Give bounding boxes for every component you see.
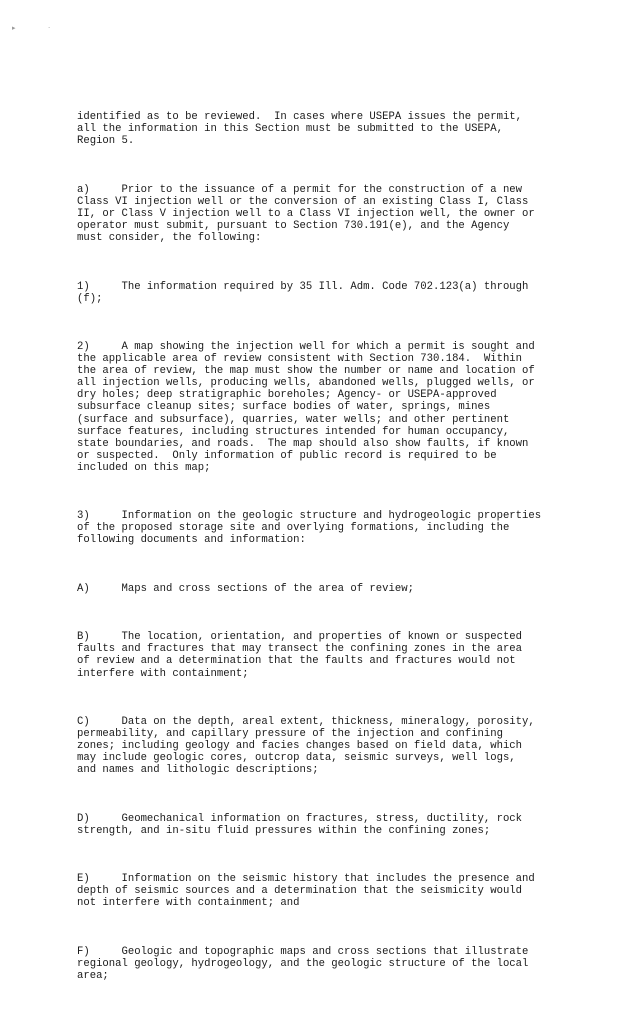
paragraph-1: 1) The information required by 35 Ill. Adm. Code 702.123(a) through (f); [77,280,529,305]
paragraph-C: C) Data on the depth, areal extent, thickness, mineralogy, porosity, permeability, and capillary pressure of the injection and confining zones; including geology and facies changes based on field data, which may include geologic cores, outcrop data, seismic surveys, well logs, and names and lithologic descriptions; [77,715,535,777]
paragraph-D: D) Geomechanical information on fractures, stress, ductility, rock strength, and in-situ fluid pressures within the confining zones; [77,812,523,837]
scan-mark: ▸ [12,24,16,32]
paragraph-F: F) Geologic and topographic maps and cross sections that illustrate regional geology, hydrogeology, and the geologic structure of the local area; [77,945,529,982]
paragraph-E: E) Information on the seismic history that includes the presence and depth of seismic sources and a determination that the seismicity would not interfere with containment; and [77,873,535,910]
paragraph-B: B) The location, orientation, and properties of known or suspected faults and fractures that may transect the confining zones in the area of review and a determination that the faults and fractures would not interfere with containment; [77,631,523,680]
scan-mark: · [48,24,51,32]
document-body [77,87,547,1018]
paragraph-2: 2) A map showing the injection well for which a permit is sought and the applicable area of review consistent with Section 730.184. Within the area of review, the map must show the number or name and location of all injection wells, producing wells, abandoned wells, plugged wells, or dry holes; deep stratigraphic boreholes; Agency- or USEPA-approved subsurface cleanup sites; surface bodies of water, springs, mines (surface and subsurface), quarries, water wells; and other pertinent surface features, including structures intended for human occupancy, state boundaries, and roads. The map should also show faults, if known or suspected. Only information of public record is required to be included on this map; [77,340,535,474]
paragraph-A: A) Maps and cross sections of the area of review; [77,582,414,595]
paragraph-3: 3) Information on the geologic structure and hydrogeologic properties of the proposed storage site and overlying formations, including the following documents and information: [77,510,542,547]
paragraph-intro: identified as to be reviewed. In cases where USEPA issues the permit, all the information in this Section must be submitted to the USEPA, Region 5. [77,111,523,148]
paragraph-a: a) Prior to the issuance of a permit for the construction of a new Class VI injection well or the conversion of an existing Class I, Class II, or Class V injection well to a Class VI injection well, the owner or operator must submit, pursuant to Section 730.191(e), and the Agency must consider, the following: [77,183,535,245]
